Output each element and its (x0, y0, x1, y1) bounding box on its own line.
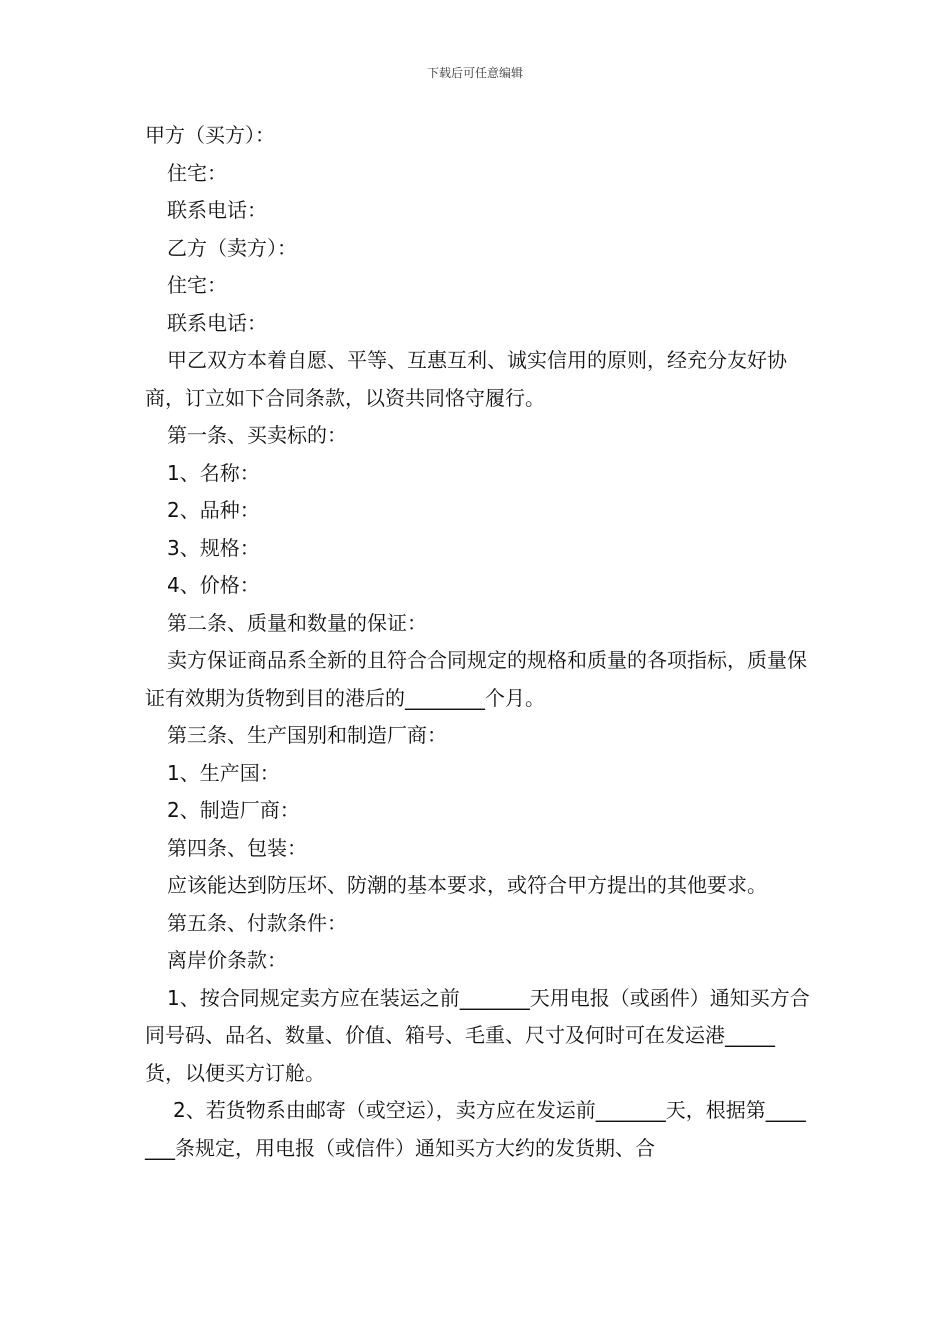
paragraph: 离岸价条款： (167, 948, 287, 972)
paragraph: 第五条、付款条件： (167, 910, 347, 935)
paragraph: 第二条、质量和数量的保证： (167, 610, 427, 635)
paragraph: 卖方保证商品系全新的且符合合同规定的规格和质量的各项指标，质量保证有效期为货物到目的港后的________个月。 (145, 648, 807, 710)
paragraph: 1、名称： (167, 460, 260, 485)
document-body (145, 117, 810, 1167)
paragraph: 联系电话： (167, 198, 267, 222)
paragraph: 1、按合同规定卖方应在装运之前_______天用电报（或函件）通知买方合同号码、品名、数量、价值、箱号、毛重、尺寸及何时可在发运港_____货，以便买方订舱。 (145, 985, 810, 1085)
paragraph: 甲方（买方）： (145, 123, 275, 147)
paragraph: 住宅： (167, 160, 227, 185)
paragraph: 乙方（卖方）： (167, 235, 297, 260)
paragraph: 应该能达到防压坏、防潮的基本要求，或符合甲方提出的其他要求。 (167, 873, 767, 897)
paragraph: 甲乙双方本着自愿、平等、互惠互利、诚实信用的原则，经充分友好协商，订立如下合同条款，以资共同恪守履行。 (145, 348, 787, 410)
paragraph: 4、价格： (167, 573, 260, 597)
page-header: 下载后可任意编辑 (426, 66, 523, 80)
paragraph: 住宅： (167, 273, 227, 297)
paragraph: 1、生产国： (167, 760, 280, 785)
paragraph: 2、品种： (167, 498, 260, 522)
paragraph: 第三条、生产国别和制造厂商： (167, 723, 447, 747)
paragraph: 第一条、买卖标的： (167, 423, 347, 447)
paragraph: 2、若货物系由邮寄（或空运），卖方应在发运前_______天，根据第_______条规定，用电报（或信件）通知买方大约的发货期、合 (145, 1098, 806, 1160)
paragraph: 联系电话： (167, 310, 267, 335)
paragraph: 3、规格： (167, 535, 260, 560)
paragraph: 2、制造厂商： (167, 798, 300, 822)
paragraph: 第四条、包装： (167, 835, 307, 860)
